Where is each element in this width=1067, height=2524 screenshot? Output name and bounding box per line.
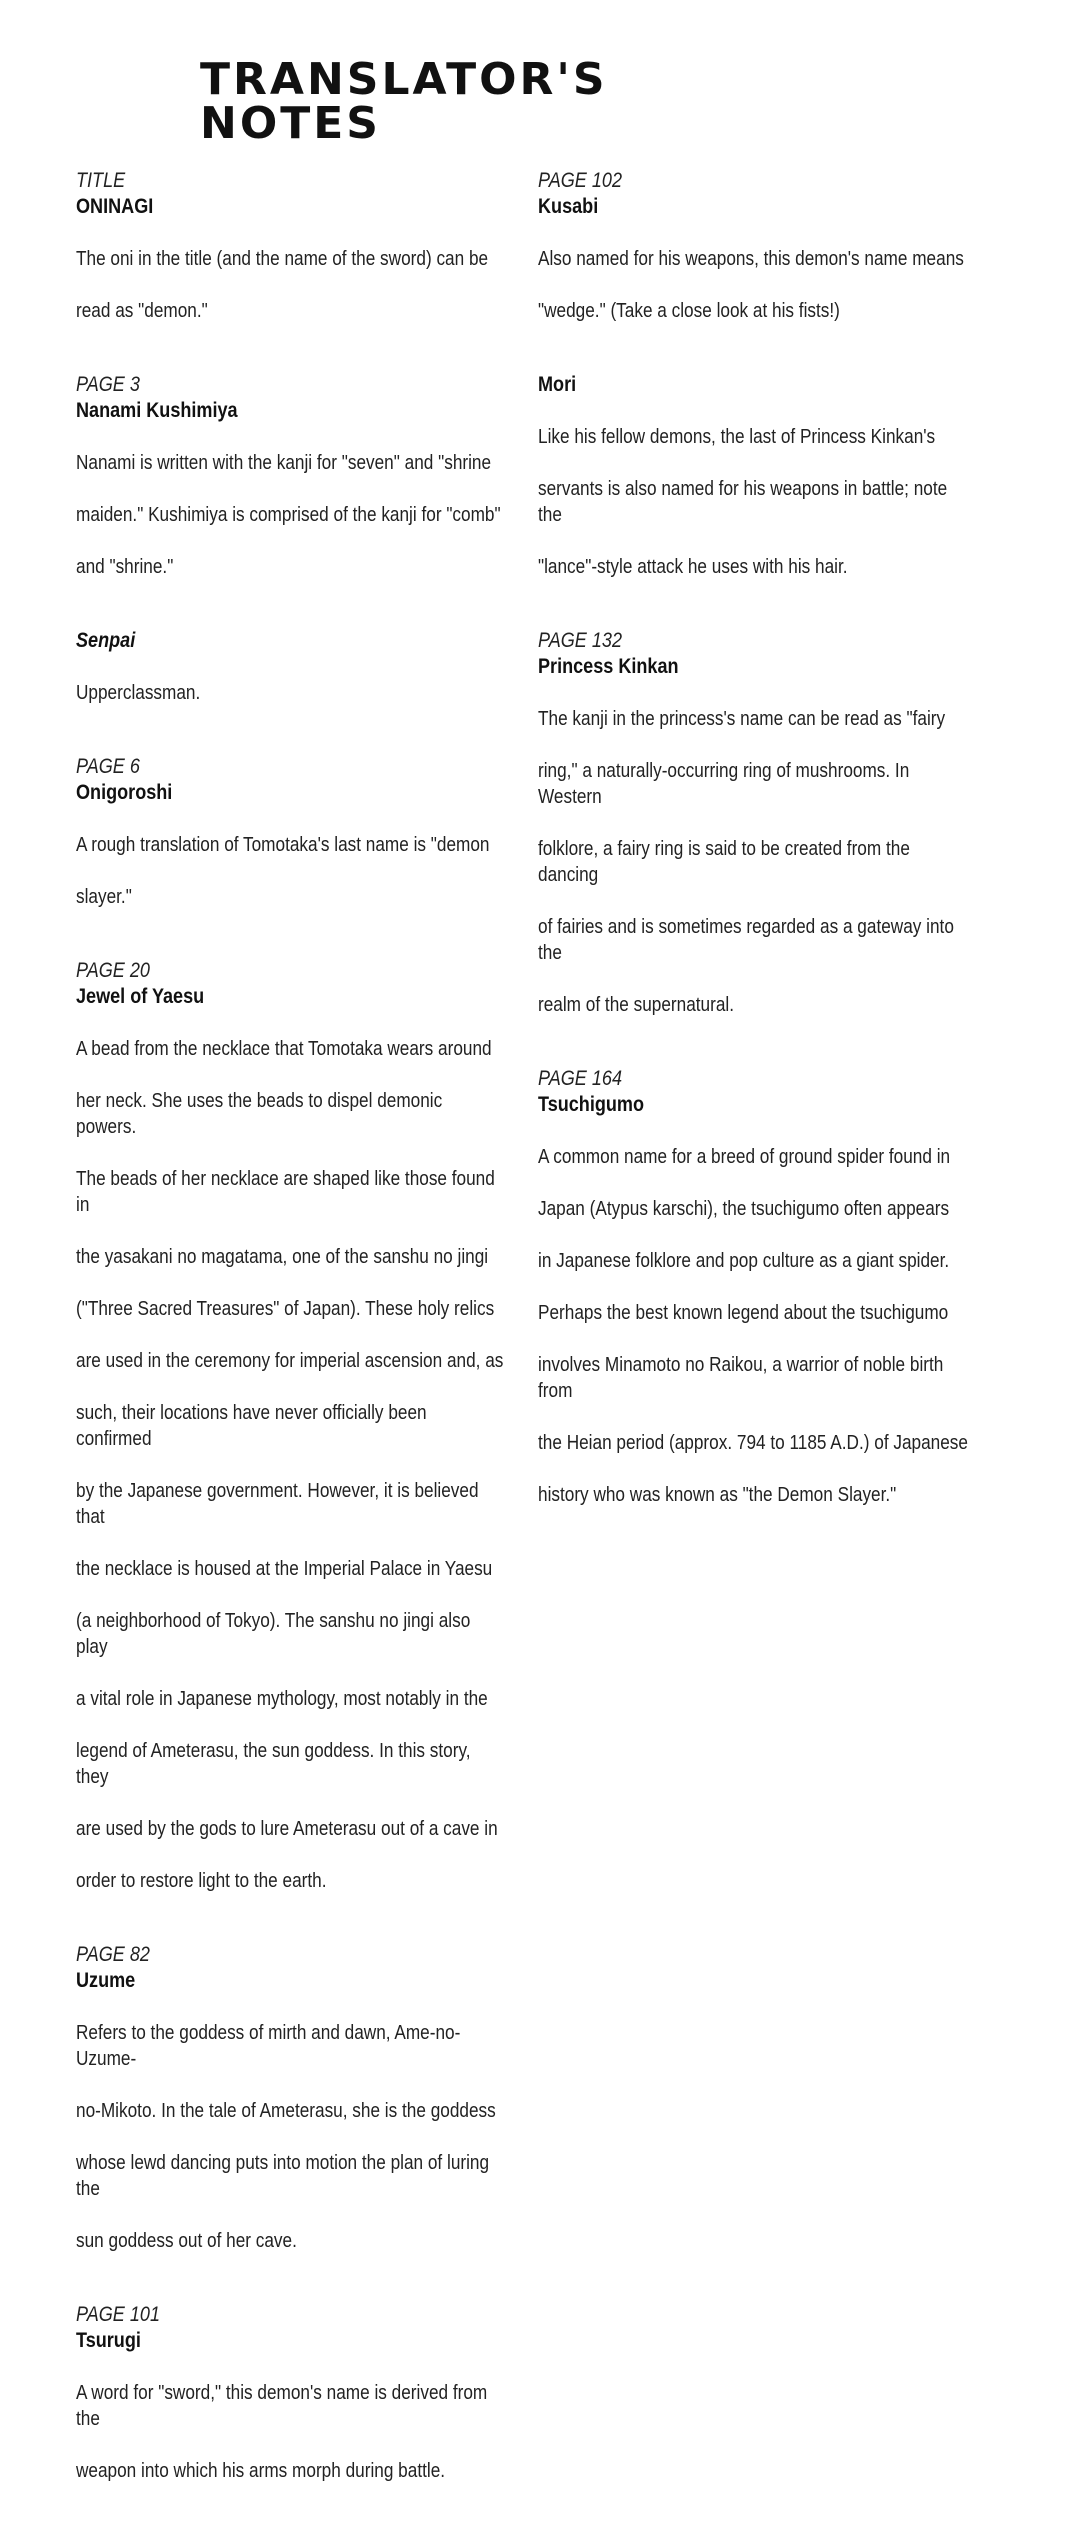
desc-line: no-Mikoto. In the tale of Ameterasu, she is the goddess — [76, 2100, 496, 2122]
desc-line: Refers to the goddess of mirth and dawn, Ame-no-Uzume- — [76, 2022, 461, 2070]
desc-line: "lance"-style attack he uses with his hair. — [538, 556, 848, 578]
desc-line: realm of the supernatural. — [538, 994, 734, 1016]
note-term: ONINAGI — [76, 195, 154, 218]
note-entry-page102 — [538, 168, 988, 350]
note-term: Kusabi — [538, 195, 599, 218]
desc-line: a vital role in Japanese mythology, most notably in the — [76, 1688, 488, 1710]
note-description — [538, 680, 968, 1044]
desc-line: maiden." Kushimiya is comprised of the kanji for "comb" — [76, 504, 501, 526]
desc-line: The kanji in the princess's name can be read as "fairy — [538, 708, 946, 730]
page-reference: PAGE 3 — [76, 373, 140, 396]
note-term: Senpai — [76, 629, 136, 652]
desc-line: are used by the gods to lure Ameterasu out of a cave in — [76, 1818, 498, 1840]
note-entry-page20 — [76, 958, 516, 1920]
note-description — [76, 1994, 506, 2280]
note-description — [76, 806, 506, 936]
desc-line: Japan (Atypus karschi), the tsuchigumo often appears — [538, 1198, 950, 1220]
desc-line: A common name for a breed of ground spider found in — [538, 1146, 951, 1168]
note-entry-page101 — [76, 2302, 516, 2510]
page-reference: PAGE 132 — [538, 629, 622, 652]
desc-line: (a neighborhood of Tokyo). The sanshu no jingi also play — [76, 1610, 471, 1658]
note-entry-mori — [538, 372, 988, 606]
desc-line: Also named for his weapons, this demon's name means — [538, 248, 964, 270]
desc-line: A bead from the necklace that Tomotaka wears around — [76, 1038, 492, 1060]
note-description — [538, 220, 968, 350]
desc-line: the Heian period (approx. 794 to 1185 A.D.) of Japanese — [538, 1432, 968, 1454]
desc-line: ring," a naturally-occurring ring of mushrooms. In Western — [538, 760, 910, 808]
desc-line: ("Three Sacred Treasures" of Japan). These holy relics — [76, 1298, 495, 1320]
page-reference: PAGE 164 — [538, 1067, 622, 1090]
desc-line: involves Minamoto no Raikou, a warrior of noble birth from — [538, 1354, 944, 1402]
page-reference: PAGE 82 — [76, 1943, 150, 1966]
desc-line: weapon into which his arms morph during battle. — [76, 2460, 446, 2482]
desc-line: by the Japanese government. However, it is believed that — [76, 1480, 479, 1528]
desc-line: whose lewd dancing puts into motion the plan of luring the — [76, 2152, 490, 2200]
page-reference: PAGE 6 — [76, 755, 140, 778]
desc-line: Upperclassman. — [76, 682, 201, 704]
page-reference: PAGE 101 — [76, 2303, 160, 2326]
note-description — [538, 1118, 968, 1534]
note-entry-page132 — [538, 628, 988, 1044]
desc-line: read as "demon." — [76, 300, 208, 322]
desc-line: sun goddess out of her cave. — [76, 2230, 297, 2252]
right-column — [538, 168, 988, 1548]
note-entry-page164 — [538, 1066, 988, 1534]
note-term: Nanami Kushimiya — [76, 399, 238, 422]
desc-line: legend of Ameterasu, the sun goddess. In this story, they — [76, 1740, 471, 1788]
note-term: Tsurugi — [76, 2329, 141, 2352]
note-term: Onigoroshi — [76, 781, 173, 804]
desc-line: The beads of her necklace are shaped like those found in — [76, 1168, 495, 1216]
desc-line: history who was known as "the Demon Slayer." — [538, 1484, 897, 1506]
note-description — [76, 654, 506, 732]
desc-line: in Japanese folklore and pop culture as a giant spider. — [538, 1250, 950, 1272]
desc-line: order to restore light to the earth. — [76, 1870, 327, 1892]
desc-line: folklore, a fairy ring is said to be created from the dancing — [538, 838, 910, 886]
note-entry-page82 — [76, 1942, 516, 2280]
note-entry-page6 — [76, 754, 516, 936]
desc-line: of fairies and is sometimes regarded as a gateway into the — [538, 916, 954, 964]
desc-line: slayer." — [76, 886, 132, 908]
desc-line: such, their locations have never officially been confirmed — [76, 1402, 427, 1450]
desc-line: and "shrine." — [76, 556, 174, 578]
note-term: Jewel of Yaesu — [76, 985, 205, 1008]
left-column — [76, 168, 516, 2524]
note-entry-title — [76, 168, 516, 350]
note-description — [76, 1010, 506, 1920]
page-reference: PAGE 20 — [76, 959, 150, 982]
desc-line: A word for "sword," this demon's name is derived from the — [76, 2382, 488, 2430]
page-title: TRANSLATOR'S NOTES — [200, 54, 608, 149]
page-reference: TITLE — [76, 169, 126, 192]
note-description — [538, 398, 968, 606]
note-description — [76, 424, 506, 606]
note-entry-page3 — [76, 372, 516, 606]
note-entry-senpai — [76, 628, 516, 732]
page-reference: PAGE 102 — [538, 169, 622, 192]
desc-line: "wedge." (Take a close look at his fists!) — [538, 300, 840, 322]
desc-line: are used in the ceremony for imperial ascension and, as — [76, 1350, 504, 1372]
note-term: Princess Kinkan — [538, 655, 679, 678]
desc-line: Perhaps the best known legend about the tsuchigumo — [538, 1302, 949, 1324]
note-term: Uzume — [76, 1969, 136, 1992]
desc-line: the necklace is housed at the Imperial Palace in Yaesu — [76, 1558, 493, 1580]
note-term: Mori — [538, 373, 577, 396]
desc-line: servants is also named for his weapons in battle; note the — [538, 478, 948, 526]
desc-line: A rough translation of Tomotaka's last name is "demon — [76, 834, 490, 856]
note-description — [76, 2354, 506, 2510]
note-term: Tsuchigumo — [538, 1093, 645, 1116]
desc-line: The oni in the title (and the name of the sword) can be — [76, 248, 489, 270]
desc-line: Like his fellow demons, the last of Princess Kinkan's — [538, 426, 936, 448]
desc-line: Nanami is written with the kanji for "seven" and "shrine — [76, 452, 492, 474]
desc-line: the yasakani no magatama, one of the sanshu no jingi — [76, 1246, 489, 1268]
note-description — [76, 220, 506, 350]
desc-line: her neck. She uses the beads to dispel demonic powers. — [76, 1090, 443, 1138]
